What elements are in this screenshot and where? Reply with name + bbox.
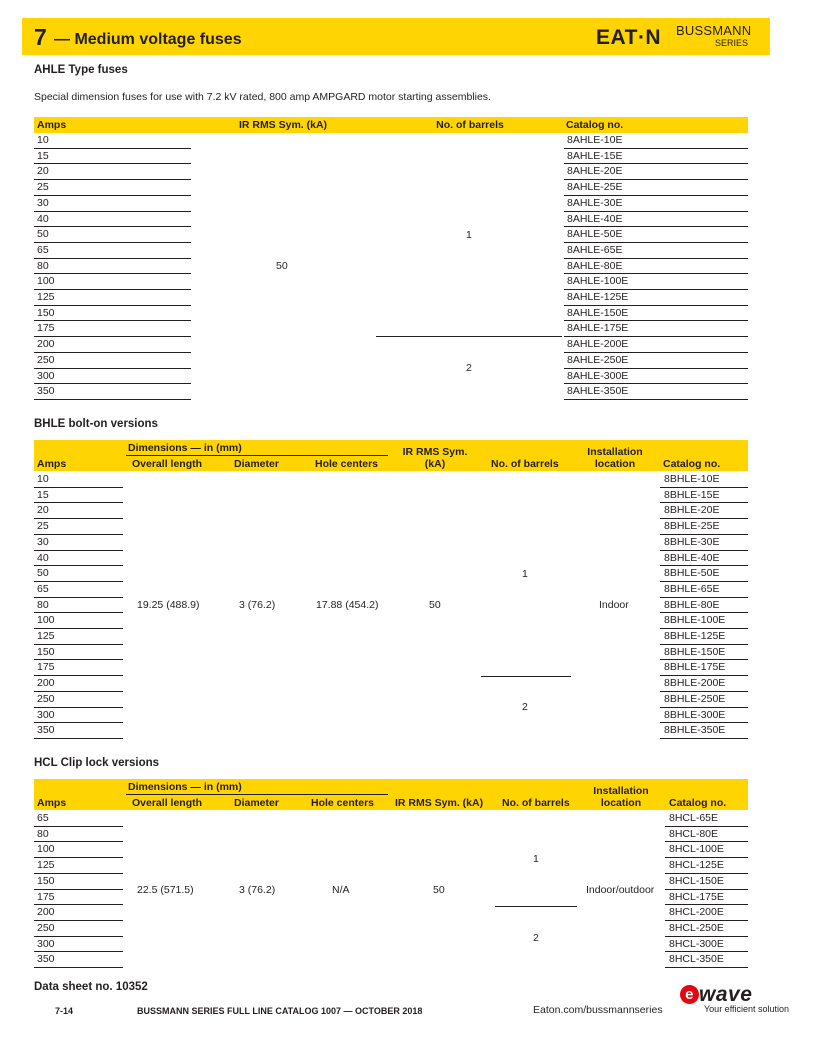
hcl-barrels-1: 1	[533, 853, 539, 865]
bhle-catalog-cell: 8BHLE-65E	[664, 582, 720, 595]
ahle-catalog-cell: 8AHLE-40E	[567, 212, 623, 225]
bhle-col-hole-centers: Hole centers	[315, 458, 379, 470]
bhle-title: BHLE bolt-on versions	[34, 418, 158, 430]
ewave-logo-wordmark: wave	[699, 983, 753, 1006]
hcl-catalog-cell: 8HCL-200E	[669, 906, 724, 919]
bhle-amps-cell: 25	[37, 520, 49, 533]
section-number: 7	[34, 24, 47, 50]
bhle-catalog-cell: 8BHLE-80E	[664, 598, 720, 611]
bhle-catalog-rule	[660, 738, 748, 739]
eaton-logo: EAT·N	[596, 26, 662, 49]
ahle-amps-rule	[34, 273, 191, 274]
ahle-amps-cell: 25	[37, 181, 49, 194]
ahle-amps-cell: 350	[37, 385, 55, 398]
hcl-barrels-divider	[495, 906, 577, 907]
hcl-col-ir-rms: IR RMS Sym. (kA)	[395, 797, 484, 809]
ahle-amps-cell: 80	[37, 259, 49, 272]
ewave-logo-e: e	[680, 985, 699, 1004]
bhle-col-install-1: Installation	[587, 446, 643, 458]
bhle-amps-cell: 15	[37, 488, 49, 501]
bhle-barrels-1: 1	[522, 568, 528, 580]
ahle-catalog-cell: 8AHLE-65E	[567, 243, 623, 256]
data-sheet-number: Data sheet no. 10352	[34, 981, 148, 993]
ahle-amps-rule	[34, 211, 191, 212]
ahle-amps-rule	[34, 242, 191, 243]
bhle-amps-cell: 65	[37, 582, 49, 595]
bhle-amps-cell: 100	[37, 614, 55, 627]
hcl-amps-cell: 65	[37, 812, 49, 824]
bussmann-series-label: SERIES	[714, 38, 748, 48]
ahle-amps-cell: 175	[37, 322, 55, 335]
bhle-barrels-divider	[481, 676, 571, 677]
ahle-amps-rule	[34, 368, 191, 369]
bhle-amps-cell: 350	[37, 724, 55, 737]
bhle-amps-cell: 10	[37, 473, 49, 485]
bhle-amps-rule	[34, 738, 123, 739]
bhle-catalog-cell: 8BHLE-20E	[664, 504, 720, 517]
bhle-catalog-cell: 8BHLE-30E	[664, 535, 720, 548]
hcl-catalog-cell: 8HCL-350E	[669, 953, 724, 966]
bhle-catalog-cell: 8BHLE-100E	[664, 614, 726, 627]
ahle-amps-cell: 300	[37, 369, 55, 382]
hcl-catalog-rule	[665, 967, 748, 968]
bhle-overall-length-value: 19.25 (488.9)	[137, 599, 200, 611]
ahle-catalog-cell: 8AHLE-250E	[567, 353, 629, 366]
ahle-amps-rule	[34, 289, 191, 290]
bhle-catalog-cell: 8BHLE-350E	[664, 724, 726, 737]
bhle-dim-group: Dimensions — in (mm)	[128, 442, 242, 454]
bhle-catalog-cell: 8BHLE-300E	[664, 708, 726, 721]
hcl-amps-cell: 175	[37, 890, 55, 903]
bhle-catalog-cell: 8BHLE-40E	[664, 551, 720, 564]
bhle-amps-cell: 200	[37, 677, 55, 690]
hcl-amps-cell: 125	[37, 859, 55, 872]
hcl-catalog-cell: 8HCL-175E	[669, 890, 724, 903]
bhle-location-value: Indoor	[599, 599, 629, 611]
bhle-catalog-cell: 8BHLE-10E	[664, 473, 720, 485]
ahle-amps-cell: 200	[37, 338, 55, 351]
ahle-title: AHLE Type fuses	[34, 64, 128, 76]
ahle-amps-rule	[34, 305, 191, 306]
ahle-amps-cell: 50	[37, 228, 49, 241]
hcl-amps-cell: 200	[37, 906, 55, 919]
ahle-catalog-cell: 8AHLE-20E	[567, 165, 623, 178]
hcl-col-install-2: location	[600, 797, 642, 809]
hcl-catalog-cell: 8HCL-250E	[669, 921, 724, 934]
ahle-amps-cell: 10	[37, 134, 49, 146]
ahle-catalog-rule	[564, 399, 748, 400]
ahle-amps-cell: 30	[37, 196, 49, 209]
ahle-catalog-cell: 8AHLE-50E	[567, 228, 623, 241]
ahle-barrels-1: 1	[466, 229, 472, 241]
bhle-amps-cell: 20	[37, 504, 49, 517]
ahle-catalog-cell: 8AHLE-300E	[567, 369, 629, 382]
bhle-amps-cell: 125	[37, 630, 55, 642]
ahle-amps-cell: 100	[37, 275, 55, 288]
ewave-tagline: Your efficient solution	[704, 1004, 790, 1014]
bhle-catalog-cell: 8BHLE-150E	[664, 645, 726, 658]
bhle-hole-centers-value: 17.88 (454.2)	[316, 599, 379, 611]
bhle-catalog-cell: 8BHLE-175E	[664, 661, 726, 674]
hcl-amps-rule	[34, 967, 123, 968]
ahle-amps-rule	[34, 148, 191, 149]
ahle-catalog-cell: 8AHLE-80E	[567, 259, 623, 272]
ahle-catalog-cell: 8AHLE-350E	[567, 385, 629, 398]
hcl-amps-cell: 300	[37, 937, 55, 950]
hcl-ir-rms-value: 50	[433, 884, 445, 896]
ahle-amps-cell: 65	[37, 243, 49, 256]
hcl-barrels-2: 2	[533, 932, 539, 944]
hcl-catalog-cell: 8HCL-80E	[669, 827, 719, 840]
ahle-amps-rule	[34, 399, 191, 400]
ahle-catalog-cell: 8AHLE-175E	[567, 322, 629, 335]
ahle-amps-cell: 125	[37, 291, 55, 303]
section-title: — Medium voltage fuses	[54, 31, 242, 48]
ahle-barrels-divider	[376, 336, 562, 337]
ahle-amps-rule	[34, 320, 191, 321]
bhle-amps-cell: 250	[37, 692, 55, 705]
hcl-catalog-cell: 8HCL-300E	[669, 937, 724, 950]
bhle-barrels-2: 2	[522, 701, 528, 713]
bhle-col-diameter: Diameter	[234, 458, 279, 470]
bhle-catalog-cell: 8BHLE-125E	[664, 630, 726, 642]
hcl-catalog-cell: 8HCL-65E	[669, 812, 719, 824]
ahle-amps-rule	[34, 179, 191, 180]
hcl-location-value: Indoor/outdoor	[586, 884, 655, 896]
hcl-col-barrels: No. of barrels	[502, 797, 570, 809]
ahle-catalog-cell: 8AHLE-15E	[567, 149, 623, 162]
hcl-title: HCL Clip lock versions	[34, 757, 160, 769]
bhle-col-ir-rms-1: IR RMS Sym.	[402, 446, 468, 458]
bhle-amps-cell: 150	[37, 645, 55, 658]
hcl-catalog-cell: 8HCL-150E	[669, 874, 724, 887]
ahle-amps-cell: 15	[37, 149, 49, 162]
bhle-col-amps: Amps	[37, 458, 67, 470]
ahle-amps-rule	[34, 195, 191, 196]
hcl-amps-cell: 250	[37, 921, 55, 934]
ahle-amps-cell: 250	[37, 353, 55, 366]
ahle-amps-rule	[34, 336, 191, 337]
ahle-col-barrels: No. of barrels	[436, 119, 504, 131]
page-number: 7-14	[55, 1006, 74, 1016]
hcl-amps-cell: 350	[37, 953, 55, 966]
hcl-hole-centers-value: N/A	[332, 884, 350, 896]
ahle-amps-rule	[34, 163, 191, 164]
bhle-col-overall-length: Overall length	[132, 458, 203, 470]
footer-url-link[interactable]: Eaton.com/bussmannseries	[533, 1004, 663, 1016]
ahle-description: Special dimension fuses for use with 7.2 kV rated, 800 amp AMPGARD motor starting assemblies.	[34, 91, 491, 103]
catalog-line: BUSSMANN SERIES FULL LINE CATALOG 1007 — OCTOBER 2018	[137, 1006, 423, 1016]
ahle-amps-cell: 40	[37, 212, 49, 225]
ahle-catalog-cell: 8AHLE-200E	[567, 338, 629, 351]
bhle-amps-cell: 80	[37, 598, 49, 611]
hcl-dim-group: Dimensions — in (mm)	[128, 781, 242, 793]
bhle-col-barrels: No. of barrels	[491, 458, 559, 470]
ahle-catalog-cell: 8AHLE-25E	[567, 181, 623, 194]
ahle-amps-rule	[34, 352, 191, 353]
hcl-overall-length-value: 22.5 (571.5)	[137, 884, 194, 896]
bhle-diameter-value: 3 (76.2)	[239, 599, 276, 611]
bhle-amps-cell: 40	[37, 551, 49, 564]
bhle-amps-cell: 175	[37, 661, 55, 674]
ahle-catalog-cell: 8AHLE-100E	[567, 275, 629, 288]
ahle-amps-rule	[34, 258, 191, 259]
bhle-col-ir-rms-2: (kA)	[424, 458, 446, 470]
hcl-diameter-value: 3 (76.2)	[239, 884, 276, 896]
bhle-catalog-cell: 8BHLE-50E	[664, 567, 720, 580]
ahle-ir-rms-value: 50	[276, 260, 288, 272]
bhle-amps-cell: 300	[37, 708, 55, 721]
hcl-col-diameter: Diameter	[234, 797, 279, 809]
bhle-catalog-cell: 8BHLE-250E	[664, 692, 726, 705]
bhle-catalog-cell: 8BHLE-15E	[664, 488, 720, 501]
ahle-catalog-cell: 8AHLE-30E	[567, 196, 623, 209]
bhle-catalog-cell: 8BHLE-25E	[664, 520, 720, 533]
ahle-barrels-2: 2	[466, 362, 472, 374]
hcl-col-hole-centers: Hole centers	[311, 797, 375, 809]
ahle-catalog-cell: 8AHLE-10E	[567, 134, 623, 146]
bhle-amps-cell: 30	[37, 535, 49, 548]
ahle-amps-rule	[34, 383, 191, 384]
hcl-amps-cell: 100	[37, 843, 55, 856]
hcl-catalog-cell: 8HCL-125E	[669, 859, 724, 872]
bhle-amps-cell: 50	[37, 567, 49, 580]
ahle-amps-cell: 150	[37, 306, 55, 319]
bhle-col-catalog: Catalog no.	[663, 458, 721, 470]
bhle-col-install-2: location	[594, 458, 636, 470]
hcl-col-overall-length: Overall length	[132, 797, 203, 809]
ahle-col-ir-rms: IR RMS Sym. (kA)	[238, 119, 328, 131]
bhle-ir-rms-value: 50	[429, 599, 441, 611]
hcl-dim-group-rule	[126, 794, 388, 795]
hcl-col-catalog: Catalog no.	[669, 797, 727, 809]
ahle-catalog-cell: 8AHLE-150E	[567, 306, 629, 319]
hcl-amps-cell: 80	[37, 827, 49, 840]
bhle-catalog-cell: 8BHLE-200E	[664, 677, 726, 690]
hcl-amps-cell: 150	[37, 874, 55, 887]
ahle-col-catalog: Catalog no.	[566, 119, 624, 131]
hcl-catalog-cell: 8HCL-100E	[669, 843, 724, 856]
hcl-col-amps: Amps	[37, 797, 67, 809]
ahle-catalog-cell: 8AHLE-125E	[567, 291, 629, 303]
hcl-col-install-1: Installation	[593, 785, 649, 797]
bhle-dim-group-rule	[126, 455, 388, 456]
ahle-col-amps: Amps	[37, 119, 67, 131]
bussmann-logo: BUSSMANN	[676, 23, 752, 38]
ahle-amps-cell: 20	[37, 165, 49, 178]
ahle-amps-rule	[34, 226, 191, 227]
